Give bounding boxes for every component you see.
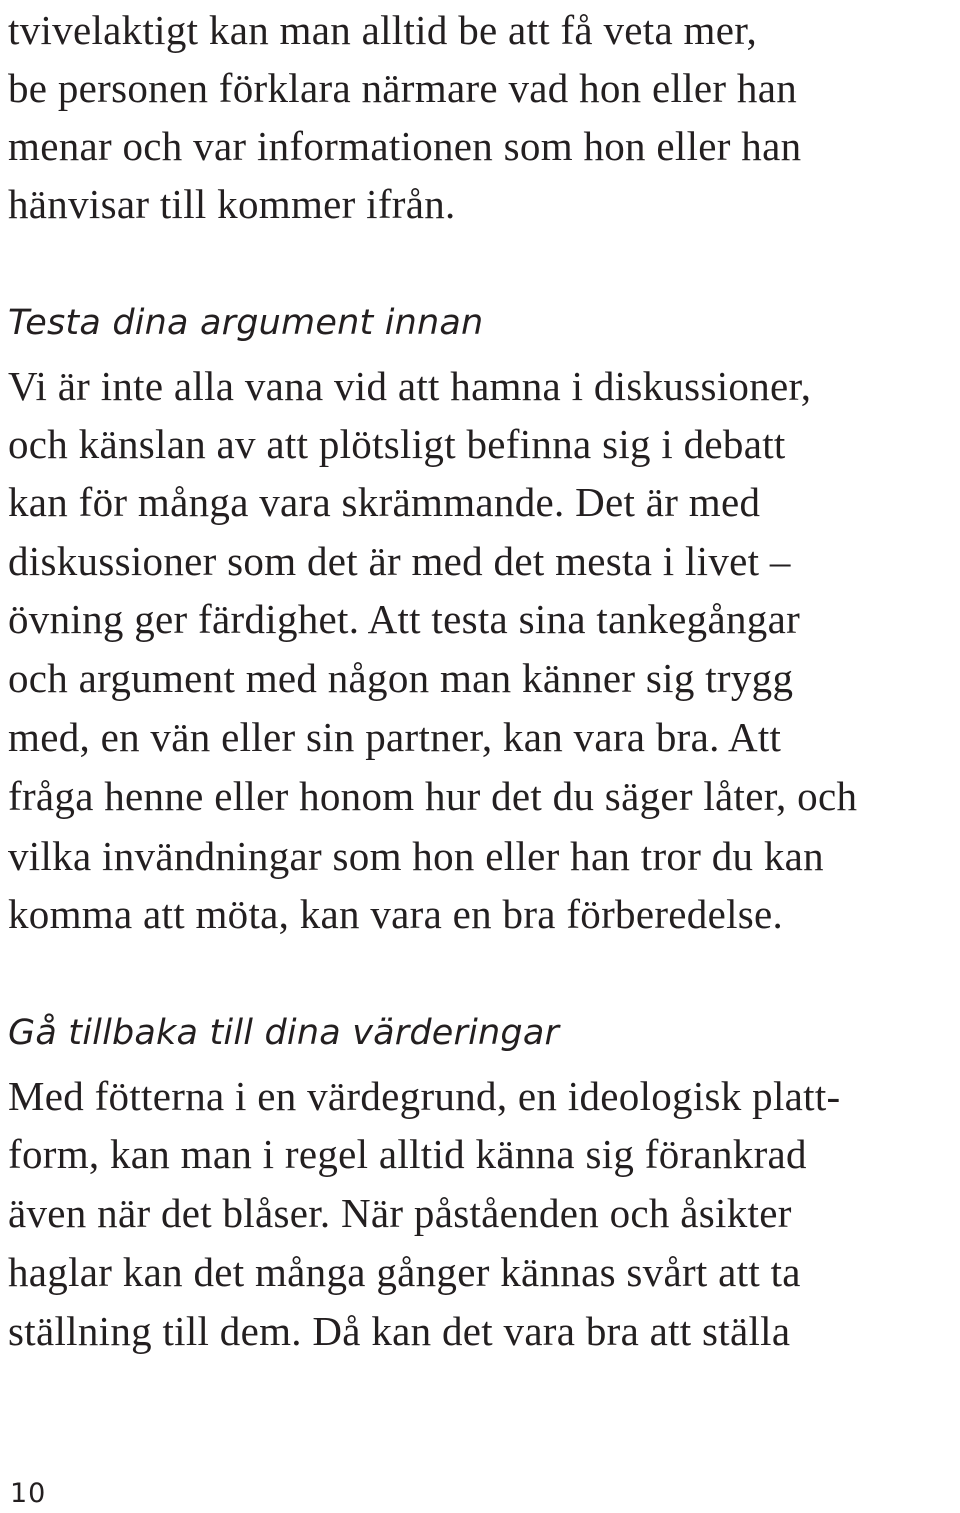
body-text-line: komma att möta, kan vara en bra förberedelse. [8,891,784,937]
body-text-line: Med fötterna i en värdegrund, en ideologisk platt- [8,1073,841,1119]
section-heading: Gå tillbaka till dina värderingar [8,1013,560,1053]
body-text-line: och känslan av att plötsligt befinna sig i debatt [8,421,786,467]
body-text-line: övning ger färdighet. Att testa sina tankegångar [8,596,801,642]
body-text-line: form, kan man i regel alltid känna sig förankrad [8,1131,807,1177]
body-text-line: även när det blåser. När påståenden och åsikter [8,1190,792,1236]
body-text-line: hänvisar till kommer ifrån. [8,181,456,227]
body-text-line: be personen förklara närmare vad hon eller han [8,65,798,111]
body-text-line: med, en vän eller sin partner, kan vara bra. Att [8,714,782,760]
body-text-line: kan för många vara skrämmande. Det är med [8,479,761,525]
body-text-line: haglar kan det många gånger kännas svårt att ta [8,1249,801,1295]
body-text-line: fråga henne eller honom hur det du säger låter, och [8,773,858,819]
body-text-line: diskussioner som det är med det mesta i livet – [8,538,791,584]
body-text-line: vilka invändningar som hon eller han tror du kan [8,833,824,879]
body-text-line: Vi är inte alla vana vid att hamna i diskussioner, [8,363,812,409]
body-text-line: tvivelaktigt kan man alltid be att få veta mer, [8,7,758,53]
page-number: 10 [10,1478,47,1509]
body-text-line: menar och var informationen som hon eller han [8,123,802,169]
section-heading: Testa dina argument innan [8,303,484,343]
body-text-line: ställning till dem. Då kan det vara bra att ställa [8,1308,791,1354]
body-text-line: och argument med någon man känner sig trygg [8,655,794,701]
